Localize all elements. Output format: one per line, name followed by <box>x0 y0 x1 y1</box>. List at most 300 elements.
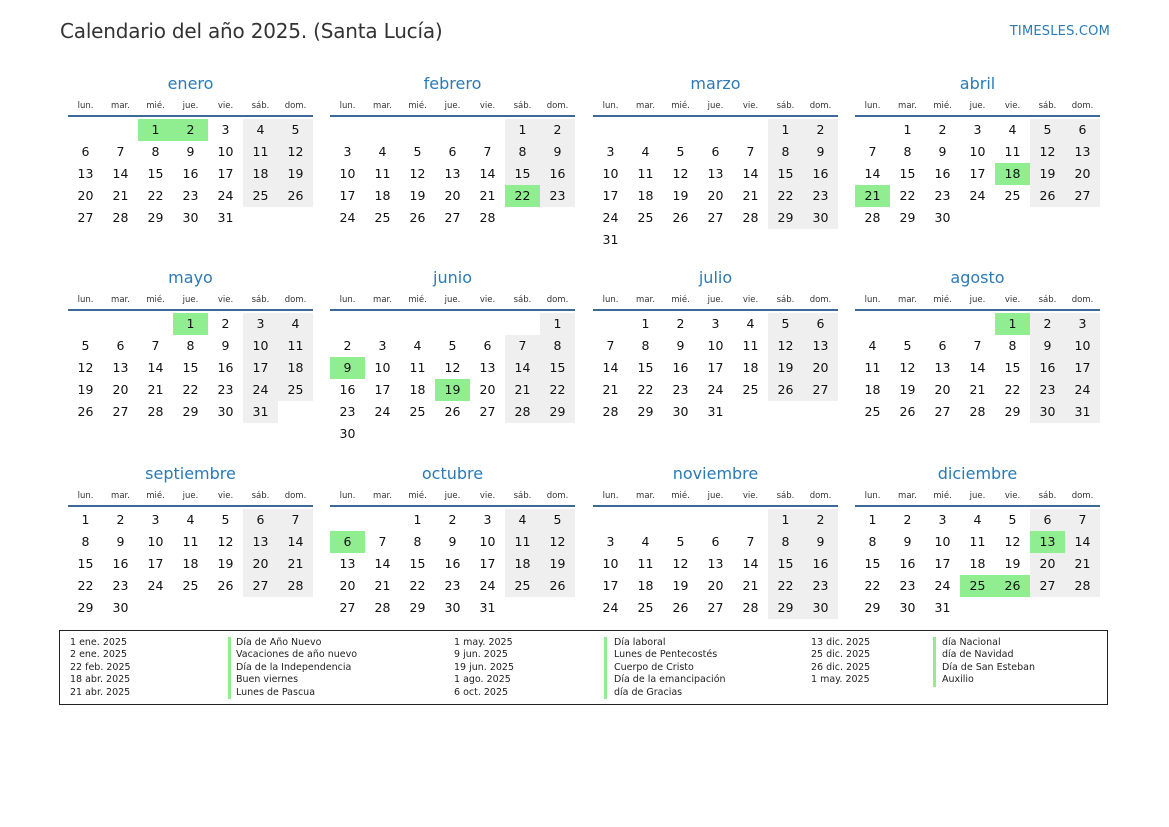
day-cell: 26 <box>217 578 234 593</box>
day-cell: 23 <box>1030 379 1065 401</box>
day-cell: 16 <box>339 382 356 397</box>
weekday-label: sáb. <box>1038 294 1057 305</box>
day-cell: 12 <box>77 360 94 375</box>
weekday-label: sáb. <box>251 294 270 305</box>
day-cell: 6 <box>243 509 278 531</box>
day-cell: 4 <box>868 338 877 353</box>
day-cell: 7 <box>746 144 755 159</box>
week-row <box>330 509 575 531</box>
weekday-label: mar. <box>111 294 130 305</box>
day-cell: 12 <box>278 141 313 163</box>
week-row <box>855 335 1100 357</box>
weekday-label: jue. <box>182 100 199 111</box>
weekday-header <box>593 486 838 505</box>
day-cell: 22 <box>147 188 164 203</box>
day-cell: 26 <box>899 404 916 419</box>
empty-day-cell <box>278 207 313 229</box>
weekday-label: mié. <box>933 100 952 111</box>
day-cell: 7 <box>378 534 387 549</box>
empty-day-cell <box>733 229 768 251</box>
week-row <box>68 575 313 597</box>
day-cell: 27 <box>1030 575 1065 597</box>
day-cell: 16 <box>934 166 951 181</box>
week-row <box>855 207 1100 229</box>
day-cell: 16 <box>672 360 689 375</box>
weekday-label: vie. <box>742 490 759 501</box>
day-cell: 3 <box>711 316 720 331</box>
day-cell: 10 <box>339 166 356 181</box>
day-cell: 30 <box>1030 401 1065 423</box>
weekday-label: dom. <box>1071 100 1094 111</box>
weekday-label: dom. <box>1071 490 1094 501</box>
day-cell: 6 <box>711 534 720 549</box>
day-cell: 1 <box>641 316 650 331</box>
day-cell: 19 <box>1030 163 1065 185</box>
legend-date: 22 feb. 2025 <box>70 661 131 673</box>
day-cell: 3 <box>606 534 615 549</box>
day-cell: 15 <box>505 163 540 185</box>
day-cell: 25 <box>278 379 313 401</box>
empty-day-cell <box>435 119 470 141</box>
day-cell: 9 <box>448 534 457 549</box>
day-cell: 10 <box>479 534 496 549</box>
day-cell: 18 <box>505 553 540 575</box>
day-cell: 3 <box>483 512 492 527</box>
day-cell: 31 <box>707 404 724 419</box>
legend-date: 1 ene. 2025 <box>70 637 127 648</box>
day-cell: 23 <box>112 578 129 593</box>
day-cell: 20 <box>444 188 461 203</box>
day-cell: 7 <box>483 144 492 159</box>
day-cell: 21 <box>742 188 759 203</box>
day-cell: 26 <box>409 210 426 225</box>
day-cell: 14 <box>147 360 164 375</box>
day-cell: 24 <box>602 210 619 225</box>
legend-holiday-name: Día laboral <box>614 637 666 648</box>
weekday-label: vie. <box>479 294 496 305</box>
day-cell: 29 <box>864 600 881 615</box>
day-cell: 2 <box>343 338 352 353</box>
day-cell: 30 <box>672 404 689 419</box>
month-name: diciembre <box>937 464 1018 483</box>
day-cell: 17 <box>147 556 164 571</box>
legend-holiday-name: día de Gracias <box>614 686 683 698</box>
empty-day-cell <box>593 313 628 335</box>
day-cell: 24 <box>707 382 724 397</box>
day-cell: 13 <box>479 360 496 375</box>
day-cell: 16 <box>112 556 129 571</box>
empty-day-cell <box>698 509 733 531</box>
day-cell: 13 <box>243 531 278 553</box>
weekday-label: mar. <box>636 294 655 305</box>
day-cell: 4 <box>378 144 387 159</box>
day-cell: 18 <box>243 163 278 185</box>
day-cell: 3 <box>1065 313 1100 335</box>
weekday-label: lun. <box>602 100 619 111</box>
day-cell: 23 <box>339 404 356 419</box>
week-row <box>68 313 313 335</box>
day-cell: 29 <box>540 401 575 423</box>
day-cell: 28 <box>1065 575 1100 597</box>
day-cell: 26 <box>768 379 803 401</box>
day-cell: 9 <box>540 141 575 163</box>
day-cell: 31 <box>217 210 234 225</box>
day-cell: 5 <box>676 534 685 549</box>
weekday-label: jue. <box>444 490 461 501</box>
day-cell: 20 <box>1030 553 1065 575</box>
legend-color-bar <box>604 637 607 699</box>
day-cell: 25 <box>374 210 391 225</box>
empty-day-cell <box>960 207 995 229</box>
day-cell: 7 <box>606 338 615 353</box>
day-cell: 24 <box>1065 379 1100 401</box>
day-cell: 25 <box>409 404 426 419</box>
day-cell: 20 <box>1065 163 1100 185</box>
day-cell: 4 <box>1008 122 1017 137</box>
day-cell: 15 <box>409 556 426 571</box>
weekday-label: dom. <box>284 294 307 305</box>
week-row <box>330 423 575 445</box>
day-cell: 8 <box>186 338 195 353</box>
day-cell: 26 <box>278 185 313 207</box>
header-rule <box>593 309 838 311</box>
weekday-label: vie. <box>479 490 496 501</box>
day-cell: 22 <box>864 578 881 593</box>
day-cell: 27 <box>803 379 838 401</box>
day-cell: 8 <box>641 338 650 353</box>
weekday-label: mar. <box>373 294 392 305</box>
empty-day-cell <box>890 313 925 335</box>
month-septiembre <box>68 463 313 619</box>
week-row <box>593 553 838 575</box>
day-cell: 15 <box>768 163 803 185</box>
day-cell: 1 <box>903 122 912 137</box>
weekday-label: sáb. <box>776 294 795 305</box>
weekday-label: sáb. <box>251 490 270 501</box>
weekday-label: mié. <box>671 490 690 501</box>
week-row <box>593 509 838 531</box>
day-cell: 3 <box>243 313 278 335</box>
empty-day-cell <box>855 313 890 335</box>
day-cell: 26 <box>672 210 689 225</box>
weekday-label: dom. <box>546 100 569 111</box>
empty-day-cell <box>208 597 243 619</box>
day-cell: 28 <box>479 210 496 225</box>
holiday-day-cell: 1 <box>138 119 173 141</box>
brand-link[interactable]: TIMESLES.COM <box>1009 24 1110 39</box>
day-cell: 30 <box>803 207 838 229</box>
day-cell: 29 <box>768 597 803 619</box>
legend-date: 13 dic. 2025 <box>811 637 871 648</box>
day-cell: 31 <box>479 600 496 615</box>
holiday-day-cell: 13 <box>1030 531 1065 553</box>
week-row <box>68 163 313 185</box>
empty-day-cell <box>960 313 995 335</box>
legend-holiday-name: Vacaciones de año nuevo <box>236 649 358 661</box>
day-cell: 27 <box>339 600 356 615</box>
weekday-label: lun. <box>339 490 356 501</box>
week-row <box>855 313 1100 335</box>
day-cell: 21 <box>479 188 496 203</box>
day-cell: 2 <box>221 316 230 331</box>
legend-date: 1 may. 2025 <box>811 674 870 686</box>
day-cell: 27 <box>1065 185 1100 207</box>
day-cell: 17 <box>602 188 619 203</box>
legend-holiday-name: Día de San Esteban <box>942 661 1035 673</box>
day-cell: 24 <box>934 578 951 593</box>
empty-day-cell <box>278 597 313 619</box>
weekday-label: vie. <box>1004 100 1021 111</box>
weekday-label: vie. <box>217 490 234 501</box>
day-cell: 24 <box>339 210 356 225</box>
holiday-day-cell: 26 <box>995 575 1030 597</box>
day-cell: 9 <box>903 534 912 549</box>
day-cell: 15 <box>1004 360 1021 375</box>
day-cell: 19 <box>409 188 426 203</box>
day-cell: 24 <box>147 578 164 593</box>
day-cell: 15 <box>77 556 94 571</box>
empty-day-cell <box>733 509 768 531</box>
week-row <box>330 357 575 379</box>
day-cell: 12 <box>217 534 234 549</box>
month-junio <box>330 267 575 445</box>
week-row <box>330 185 575 207</box>
weekday-label: dom. <box>809 100 832 111</box>
empty-day-cell <box>365 423 400 445</box>
day-cell: 4 <box>641 534 650 549</box>
day-cell: 18 <box>374 188 391 203</box>
day-cell: 2 <box>1030 313 1065 335</box>
empty-day-cell <box>995 597 1030 619</box>
day-cell: 10 <box>969 144 986 159</box>
month-name: julio <box>698 268 733 287</box>
day-cell: 14 <box>112 166 129 181</box>
day-cell: 11 <box>374 166 391 181</box>
month-octubre <box>330 463 575 619</box>
empty-day-cell <box>138 313 173 335</box>
empty-day-cell <box>628 119 663 141</box>
day-cell: 9 <box>676 338 685 353</box>
weekday-label: vie. <box>742 100 759 111</box>
day-cell: 4 <box>278 313 313 335</box>
day-cell: 13 <box>803 335 838 357</box>
day-cell: 2 <box>540 119 575 141</box>
day-cell: 17 <box>934 556 951 571</box>
day-cell: 23 <box>217 382 234 397</box>
day-cell: 11 <box>182 534 199 549</box>
day-cell: 25 <box>637 600 654 615</box>
empty-day-cell <box>505 207 540 229</box>
week-row <box>593 229 838 251</box>
weekday-label: lun. <box>602 490 619 501</box>
week-row <box>593 141 838 163</box>
month-diciembre <box>855 463 1100 619</box>
legend-holiday-name: Día de Año Nuevo <box>236 637 322 648</box>
empty-day-cell <box>733 401 768 423</box>
empty-day-cell <box>400 119 435 141</box>
empty-day-cell <box>698 229 733 251</box>
day-cell: 4 <box>505 509 540 531</box>
week-row <box>330 531 575 553</box>
day-cell: 30 <box>112 600 129 615</box>
day-cell: 22 <box>540 379 575 401</box>
day-cell: 18 <box>637 578 654 593</box>
empty-day-cell <box>470 313 505 335</box>
day-cell: 18 <box>742 360 759 375</box>
day-cell: 12 <box>672 166 689 181</box>
day-cell: 25 <box>637 210 654 225</box>
holiday-day-cell: 18 <box>995 163 1030 185</box>
day-cell: 20 <box>77 188 94 203</box>
legend-dates-column <box>70 637 131 699</box>
month-agosto <box>855 267 1100 423</box>
day-cell: 12 <box>672 556 689 571</box>
day-cell: 13 <box>707 556 724 571</box>
day-cell: 28 <box>969 404 986 419</box>
week-row <box>593 401 838 423</box>
day-cell: 29 <box>182 404 199 419</box>
day-cell: 8 <box>1008 338 1017 353</box>
empty-day-cell <box>663 509 698 531</box>
week-row <box>593 335 838 357</box>
day-cell: 8 <box>903 144 912 159</box>
month-noviembre <box>593 463 838 619</box>
day-cell: 11 <box>1004 144 1021 159</box>
empty-day-cell <box>173 597 208 619</box>
day-cell: 23 <box>672 382 689 397</box>
day-cell: 7 <box>505 335 540 357</box>
day-cell: 8 <box>413 534 422 549</box>
day-cell: 10 <box>217 144 234 159</box>
week-row <box>330 379 575 401</box>
day-cell: 31 <box>602 232 619 247</box>
legend-names-column <box>936 637 1035 687</box>
day-cell: 20 <box>479 382 496 397</box>
legend-holiday-name: Buen viernes <box>236 674 299 686</box>
weekday-label: vie. <box>217 100 234 111</box>
legend-holiday-name: día de Navidad <box>942 649 1014 661</box>
week-row <box>593 313 838 335</box>
day-cell: 14 <box>479 166 496 181</box>
holiday-day-cell: 6 <box>330 531 365 553</box>
day-cell: 23 <box>934 188 951 203</box>
week-row <box>593 185 838 207</box>
empty-day-cell <box>540 423 575 445</box>
day-cell: 6 <box>448 144 457 159</box>
weekday-label: sáb. <box>251 100 270 111</box>
day-cell: 23 <box>182 188 199 203</box>
day-cell: 29 <box>899 210 916 225</box>
week-row <box>855 357 1100 379</box>
day-cell: 26 <box>672 600 689 615</box>
empty-day-cell <box>663 119 698 141</box>
day-cell: 11 <box>969 534 986 549</box>
day-cell: 27 <box>112 404 129 419</box>
day-cell: 23 <box>803 575 838 597</box>
day-cell: 7 <box>278 509 313 531</box>
day-cell: 17 <box>217 166 234 181</box>
weekday-label: mié. <box>408 490 427 501</box>
day-cell: 11 <box>637 556 654 571</box>
day-cell: 18 <box>278 357 313 379</box>
month-name: abril <box>959 74 996 93</box>
empty-day-cell <box>505 423 540 445</box>
day-cell: 7 <box>151 338 160 353</box>
weekday-label: jue. <box>969 490 986 501</box>
day-cell: 21 <box>505 379 540 401</box>
day-cell: 30 <box>899 600 916 615</box>
week-row <box>68 401 313 423</box>
empty-day-cell <box>803 401 838 423</box>
day-cell: 5 <box>903 338 912 353</box>
day-cell: 10 <box>602 556 619 571</box>
empty-day-cell <box>593 119 628 141</box>
day-cell: 7 <box>973 338 982 353</box>
day-cell: 21 <box>1065 553 1100 575</box>
empty-day-cell <box>768 401 803 423</box>
day-cell: 16 <box>899 556 916 571</box>
weekday-label: mié. <box>146 294 165 305</box>
weekday-label: mar. <box>898 490 917 501</box>
day-cell: 8 <box>540 335 575 357</box>
day-cell: 15 <box>864 556 881 571</box>
day-cell: 24 <box>243 379 278 401</box>
header-rule <box>330 505 575 507</box>
day-cell: 5 <box>540 509 575 531</box>
day-cell: 18 <box>969 556 986 571</box>
weekday-label: lun. <box>602 294 619 305</box>
weekday-label: mar. <box>636 100 655 111</box>
empty-day-cell <box>68 119 103 141</box>
day-cell: 11 <box>637 166 654 181</box>
header-rule <box>855 115 1100 117</box>
day-cell: 22 <box>409 578 426 593</box>
day-cell: 31 <box>934 600 951 615</box>
day-cell: 21 <box>742 578 759 593</box>
day-cell: 29 <box>637 404 654 419</box>
day-cell: 15 <box>540 357 575 379</box>
header-rule <box>593 505 838 507</box>
weekday-header <box>593 290 838 309</box>
weekday-label: dom. <box>809 294 832 305</box>
week-row <box>68 141 313 163</box>
day-cell: 1 <box>413 512 422 527</box>
day-cell: 24 <box>969 188 986 203</box>
week-row <box>330 335 575 357</box>
day-cell: 17 <box>339 188 356 203</box>
day-cell: 27 <box>707 210 724 225</box>
empty-day-cell <box>1030 597 1065 619</box>
day-cell: 30 <box>934 210 951 225</box>
weekday-label: dom. <box>284 490 307 501</box>
weekday-label: vie. <box>742 294 759 305</box>
weekday-label: vie. <box>217 294 234 305</box>
day-cell: 27 <box>444 210 461 225</box>
day-cell: 14 <box>742 166 759 181</box>
day-cell: 20 <box>112 382 129 397</box>
day-cell: 17 <box>602 578 619 593</box>
week-row <box>68 379 313 401</box>
weekday-label: lun. <box>77 100 94 111</box>
day-cell: 29 <box>1004 404 1021 419</box>
weekday-label: mar. <box>898 294 917 305</box>
day-cell: 6 <box>1065 119 1100 141</box>
day-cell: 8 <box>151 144 160 159</box>
day-cell: 27 <box>243 575 278 597</box>
day-cell: 24 <box>479 578 496 593</box>
header-rule <box>855 309 1100 311</box>
day-cell: 19 <box>278 163 313 185</box>
